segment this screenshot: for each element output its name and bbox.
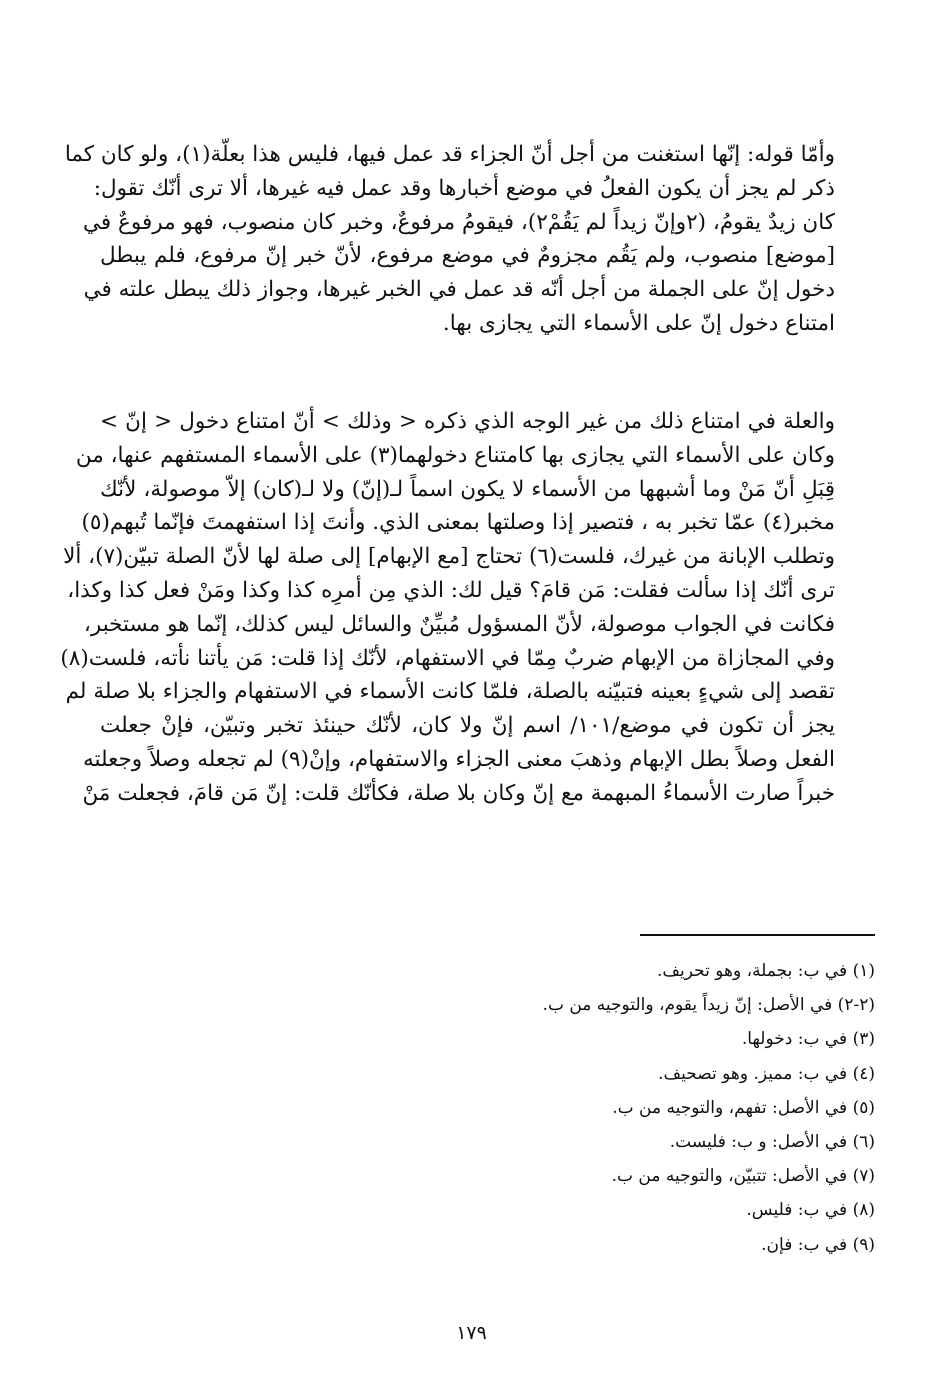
footnote: (٥) في الأصل: تفهم، والتوجيه من ب. <box>612 1097 875 1118</box>
page-number: ١٧٩ <box>456 1322 487 1344</box>
text-line: وتطلب الإبانة من غيرك، فلست(٦) تحتاج [مع الإبهام] إلى صلة لها لأنّ الصلة تبيّن(٧)، ألا <box>63 544 835 570</box>
text-line: وفي المجازاة من الإبهام ضربٌ مِمّا في الاستفهام، لأنّك إذا قلت: مَن يأتنا نأته، فلست(٨) <box>60 645 835 671</box>
text-line: والعلة في امتناع ذلك من غير الوجه الذي ذكره < وذلك > أنّ امتناع دخول < إنّ > <box>100 409 835 434</box>
text-line: وأمّا قوله: إنّها استغنت من أجل أنّ الجزاء قد عمل فيها، فليس هذا بعلّة(١)، ولو كان كما <box>64 142 835 167</box>
text-line: تقصد إلى شيءٍ بعينه فتبيّنه بالصلة، فلمّا كانت الأسماء في الاستفهام والجزاء بلا صلة لم <box>65 679 835 705</box>
text-line: امتناع دخول إنّ على الأسماء التي يجازى بها. <box>442 310 835 336</box>
footnote: (٤) في ب: مميز. وهو تصحيف. <box>658 1063 875 1084</box>
footnote: (٧) في الأصل: تتبيّن، والتوجيه من ب. <box>611 1166 875 1187</box>
paragraph-2 <box>60 405 835 811</box>
text-line: [موضع] منصوب، ولم يَقُم مجزومٌ في موضع مرفوع، لأنّ خبر إنّ مرفوع، فلم يبطل <box>100 243 835 269</box>
footnote-separator <box>640 934 875 936</box>
text-line: مخبر(٤) عمّا تخبر به ، فتصير إذا وصلتها بمعنى الذي. وأنتَ إذا استفهمتَ فإنّما تُبهم(٥) <box>81 510 835 536</box>
text-line: وكان على الأسماء التي يجازى بها كامتناع دخولهما(٣) على الأسماء المستفهم عنها، من <box>75 442 835 468</box>
text-line: فكانت في الجواب موصولة، لأنّ المسؤول مُبيِّنٌ والسائل ليس كذلك، إنّما هو مستخبر، <box>83 611 835 637</box>
paragraph-1 <box>64 138 835 341</box>
footnote: (٨) في ب: فليس. <box>746 1200 875 1221</box>
text-line: الفعل وصلاً بطل الإبهام وذهبَ معنى الجزاء والاستفهام، وإنْ(٩) لم تجعله وصلاً وجعلته <box>82 746 835 772</box>
footnote: (٣) في ب: دخولها. <box>741 1029 875 1050</box>
footnote: (٢-٢) في الأصل: إنّ زيداً يقوم، والتوجيه من ب. <box>542 995 875 1016</box>
footnote: (١) في ب: بجملة، وهو تحريف. <box>657 961 875 981</box>
text-line: خبراً صارت الأسماءُ المبهمة مع إنّ وكان بلا صلة، فكأنّك قلت: إنّ مَن قامَ، فجعلت مَنْ <box>82 780 835 806</box>
footnotes-list <box>400 954 875 1262</box>
text-line: دخول إنّ على الجملة من أجل أنّه قد عمل في الخبر غيرها، وجواز ذلك يبطل علته في <box>83 277 835 303</box>
text-line: يجز أن تكون في موضع/١٠١/ اسم إنّ ولا كان، لأنّك حينئذ تخبر وتبيّن، فإنْ جعلت <box>100 713 835 739</box>
text-line: كان زيدٌ يقومُ، (٢وإنّ زيداً لم يَقُمْ٢)، فيقومُ مرفوعٌ، وخبر كان منصوب، فهو مرفوعٌ في <box>83 209 835 235</box>
footnote: (٦) في الأصل: و ب: فليست. <box>669 1132 875 1153</box>
text-line: ترى أنّك إذا سألت فقلت: مَن قامَ؟ قيل لك: الذي مِن أمرِه كذا وكذا ومَنْ فعل كذا وكذا، <box>67 577 835 603</box>
footnote: (٩) في ب: فإن. <box>761 1234 875 1255</box>
text-line: قِبَلِ أنّ مَنْ وما أشبهها من الأسماء لا يكون اسماً لـ(إنّ) ولا لـ(كان) إلاّ موصولة، لأنّك <box>100 476 835 502</box>
text-line: ذكر لم يجز أن يكون الفعلُ في موضع أخبارها وقد عمل فيه غيرها، ألا ترى أنّك تقول: <box>93 175 835 201</box>
